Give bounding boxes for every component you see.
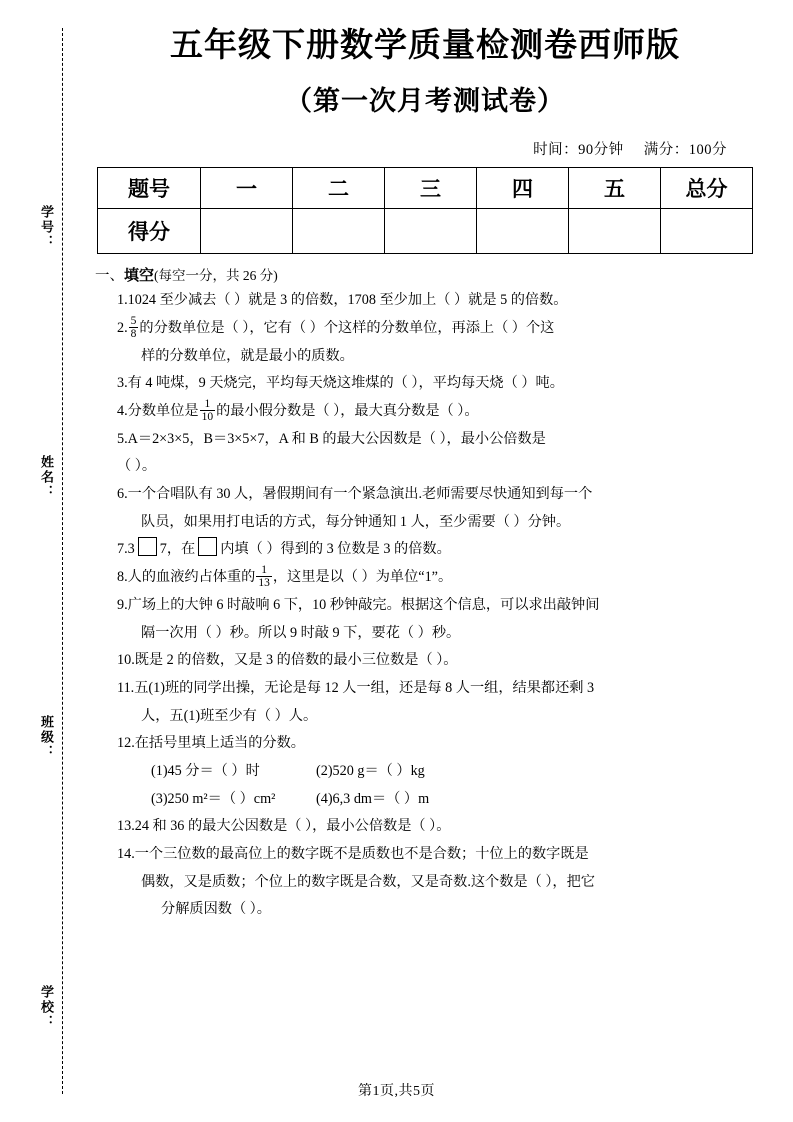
exam-content xyxy=(95,26,755,924)
question-6-line2: 队员，如果用打电话的方式，每分钟通知 1 人，至少需要（ ）分钟。 xyxy=(141,513,571,530)
fraction-one-tenth xyxy=(200,398,216,424)
section-number: 一、 xyxy=(95,268,124,285)
score-cell-total[interactable] xyxy=(661,209,753,254)
question-12-item-1: (1)45 分＝（ ）时 xyxy=(151,762,260,779)
side-label-name: 姓名： xyxy=(39,455,54,500)
question-11 xyxy=(117,675,755,730)
question-12-row1 xyxy=(117,758,755,786)
question-2-body: 的分数单位是（ ），它有（ ）个这样的分数单位，再添上（ ）个这 xyxy=(139,319,555,336)
fraction-five-eighths xyxy=(129,315,139,341)
question-14-line3: 分解质因数（ ）。 xyxy=(161,901,271,918)
section-name: 填空 xyxy=(124,268,155,285)
score-header-1: 一 xyxy=(201,168,293,209)
margin-dashed-line xyxy=(62,28,63,1094)
question-12-item-3: (3)250 m²＝（ ）cm² xyxy=(151,790,276,807)
question-8-body: ，这里是以（ ）为单位“1”。 xyxy=(272,569,453,586)
question-13: 13.24 和 36 的最大公因数是（ ），最小公倍数是（ ）。 xyxy=(117,818,451,835)
question-4-body: 的最小假分数是（ ），最大真分数是（ ）。 xyxy=(216,403,479,419)
table-row-headers xyxy=(98,168,753,209)
blank-box-icon[interactable] xyxy=(138,537,157,556)
score-cell-2[interactable] xyxy=(293,209,385,254)
question-9-line2: 隔一次用（ ）秒。所以 9 时敲 9 下，要花（ ）秒。 xyxy=(141,624,461,641)
page-footer: 第1页,共5页 xyxy=(358,1084,435,1099)
question-12-stem: 12.在括号里填上适当的分数。 xyxy=(117,735,305,752)
score-header-total: 总分 xyxy=(661,168,753,209)
exam-meta xyxy=(95,138,755,159)
fraction-denominator: 8 xyxy=(130,328,137,341)
side-label-school: 学校： xyxy=(39,985,54,1030)
page-subtitle: （第一次月考测试卷） xyxy=(285,86,565,117)
score-cell-4[interactable] xyxy=(477,209,569,254)
question-11-line2: 人，五(1)班至少有（ ）人。 xyxy=(141,707,318,724)
section-heading xyxy=(95,264,755,285)
score-cell-5[interactable] xyxy=(569,209,661,254)
score-header-label: 题号 xyxy=(98,168,201,209)
fraction-denominator: 10 xyxy=(201,411,214,424)
score-header-2: 二 xyxy=(293,168,385,209)
question-14-line1: 14.一个三位数的最高位上的数字既不是质数也不是合数；十位上的数字既是 xyxy=(117,846,589,862)
fraction-numerator: 5 xyxy=(130,314,137,327)
question-14-line2: 偶数，又是质数；个位上的数字既是合数，又是奇数.这个数是（ ），把它 xyxy=(141,873,595,890)
question-8-prefix: 8.人的血液约占体重的 xyxy=(117,569,256,586)
question-9 xyxy=(117,592,755,647)
fraction-numerator: 1 xyxy=(261,563,267,576)
question-list xyxy=(95,287,755,924)
fraction-denominator: 13 xyxy=(258,577,270,590)
question-2-prefix: 2. xyxy=(117,319,128,336)
table-row-scores xyxy=(98,209,753,254)
question-14 xyxy=(117,841,755,924)
time-limit: 时间：90分钟 xyxy=(533,142,624,159)
section-note: (每空一分，共 26 分) xyxy=(154,268,278,284)
fraction-numerator: 1 xyxy=(204,397,211,410)
question-7 xyxy=(117,536,755,564)
question-1: 1.1024 至少减去（ ）就是 3 的倍数，1708 至少加上（ ）就是 5 的倍数。 xyxy=(117,292,568,309)
side-label-student-id: 学号： xyxy=(39,205,54,250)
question-11-line1: 11.五(1)班的同学出操，无论是每 12 人一组，还是每 8 人一组，结果都还剩 3 xyxy=(117,679,595,696)
fraction-one-thirteenth xyxy=(256,564,272,590)
question-9-line1: 9.广场上的大钟 6 时敲响 6 下，10 秒钟敲完。根据这个信息，可以求出敲钟间 xyxy=(117,596,600,613)
score-header-4: 四 xyxy=(477,168,569,209)
question-7-prefix: 7.3 xyxy=(117,541,135,558)
question-4 xyxy=(117,398,755,426)
score-cell-3[interactable] xyxy=(385,209,477,254)
question-2-cont: 样的分数单位，就是最小的质数。 xyxy=(141,347,354,364)
side-label-class: 班级： xyxy=(39,715,54,760)
question-12-item-2: (2)520 g＝（ ）kg xyxy=(316,762,425,779)
question-12-row2 xyxy=(117,786,755,814)
score-header-5: 五 xyxy=(569,168,661,209)
score-header-3: 三 xyxy=(385,168,477,209)
question-7-mid: 7，在 xyxy=(159,541,196,558)
question-12-item-4: (4)6,3 dm＝（ ）m xyxy=(316,790,430,807)
page-title: 五年级下册数学质量检测卷西师版 xyxy=(170,28,680,64)
score-table xyxy=(97,167,753,254)
question-3: 3.有 4 吨煤，9 天烧完，平均每天烧这堆煤的（ ），平均每天烧（ ）吨。 xyxy=(117,375,564,392)
blank-box-icon[interactable] xyxy=(198,537,217,556)
question-6 xyxy=(117,481,755,536)
question-8 xyxy=(117,564,755,592)
question-12 xyxy=(117,730,755,813)
question-10: 10.既是 2 的倍数，又是 3 的倍数的最小三位数是（ ）。 xyxy=(117,652,458,669)
question-2 xyxy=(117,315,755,370)
question-5 xyxy=(117,426,755,481)
score-cell-1[interactable] xyxy=(201,209,293,254)
question-7-end: 内填（ ）得到的 3 位数是 3 的倍数。 xyxy=(220,541,451,558)
question-5-line1: 5.A＝2×3×5，B＝3×5×7，A 和 B 的最大公因数是（ ），最小公倍数是 xyxy=(117,430,546,447)
score-row-label: 得分 xyxy=(98,209,201,254)
question-6-line1: 6.一个合唱队有 30 人，暑假期间有一个紧急演出.老师需要尽快通知到每一个 xyxy=(117,486,593,503)
question-5-line2: （ ）。 xyxy=(117,458,157,475)
question-4-prefix: 4.分数单位是 xyxy=(117,403,199,419)
total-score: 满分：100分 xyxy=(643,142,727,159)
